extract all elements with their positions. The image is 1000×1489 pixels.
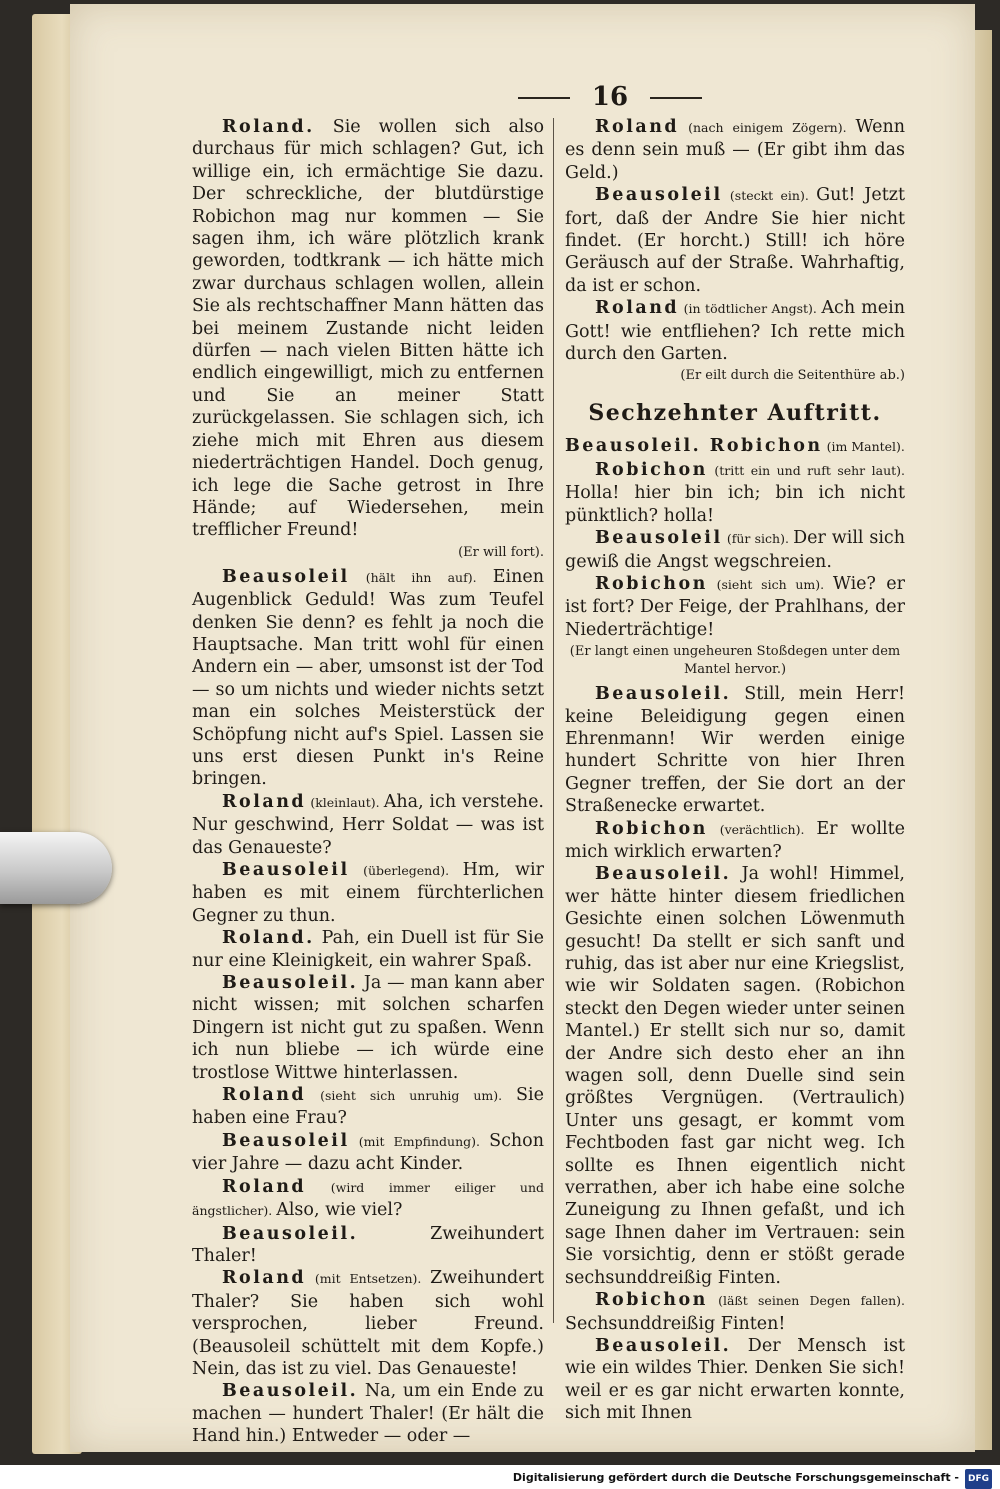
dialogue-text: Ach mein Gott! wie entfliehen? Ich rette mich durch den Garten. xyxy=(565,298,905,365)
dialogue-line xyxy=(192,116,544,542)
scene-cast xyxy=(565,435,905,458)
dialogue-line xyxy=(192,1176,544,1223)
dialogue-text: Er wollte mich wirklich erwarten? xyxy=(565,818,905,862)
dialogue-line xyxy=(565,683,905,817)
speaker-name: Beausoleil. xyxy=(222,1223,359,1244)
footer-credit xyxy=(0,1468,1000,1489)
dialogue-line xyxy=(192,1223,544,1268)
stage-note: (sieht sich unruhig um). xyxy=(306,1088,517,1104)
speaker-name: Roland xyxy=(222,1176,307,1197)
speaker-name: Roland xyxy=(222,791,307,812)
speaker-name: Beausoleil. xyxy=(222,973,359,994)
dialogue-text: Der Mensch ist wie ein wildes Thier. Denken Sie sich! weil er es gar nicht erwarten konnte, sich mit Ihnen xyxy=(565,1335,905,1424)
dialogue-text: Na, um ein Ende zu machen — hundert Thaler! (Er hält die Hand hin.) Entweder — oder — xyxy=(192,1381,544,1447)
stage-note: (verächtlich). xyxy=(707,821,817,837)
stage-note: (für sich). xyxy=(722,531,794,547)
exit-direction: (Er eilt durch die Seitenthüre ab.) xyxy=(680,368,905,384)
dialogue-line xyxy=(192,791,544,859)
dialogue-text: Sechsunddreißig Finten! xyxy=(565,1313,786,1334)
speaker-name: Beausoleil xyxy=(222,566,350,587)
dfg-logo-icon: DFG xyxy=(965,1469,992,1489)
dialogue-line xyxy=(192,1267,544,1380)
column-divider xyxy=(553,118,554,1323)
speaker-name: Beausoleil xyxy=(222,860,350,880)
dialogue-line xyxy=(565,818,905,864)
header-rule-right xyxy=(650,97,702,99)
dialogue-line xyxy=(192,927,544,972)
left-column xyxy=(192,116,544,1448)
dialogue-line xyxy=(565,527,905,573)
dialogue-line xyxy=(565,184,905,297)
dialogue-text: Hm, wir haben es mit einem fürchterlichen Gegner zu thun. xyxy=(192,860,544,926)
dialogue-text: Gut! Jetzt fort, daß der Andre Sie hier nicht findet. (Er horcht.) Still! ich höre Geräusch auf der Straße. Wahrhaftig, da ist er schon. xyxy=(565,185,905,296)
stage-note: (in tödtlicher Angst). xyxy=(679,301,822,317)
dialogue-line xyxy=(192,1084,544,1130)
dialogue-text: Zweihundert Thaler! xyxy=(192,1223,544,1266)
stage-note: (kleinlaut). xyxy=(306,794,384,810)
dialogue-line xyxy=(192,859,544,927)
stage-note: (überlegend). xyxy=(349,863,463,878)
speaker-name: Roland xyxy=(222,1268,307,1289)
speaker-name: Roland xyxy=(222,1085,307,1106)
right-column xyxy=(565,116,905,1425)
footer-text: Digitalisierung gefördert durch die Deutsche Forschungsgemeinschaft - xyxy=(512,1471,959,1484)
dialogue-text: Ja wohl! Himmel, wer hätte hinter diesem friedlichen Gesichte einen solchen Löwenmuth gesucht! Da stellt er sich sanft und ruhig, das ist aber nur eine Kriegslist, wie wir Soldaten sagen. (Robichon steckt den Degen wieder unter seinen Mantel.) Er stellt sich nur so, damit der Andre sich desto eher an ihn wagen soll, denn Duelle sind sein größtes Vergnügen. (Vertraulich) Unter uns gesagt, er kommt vom Fechtboden fast gar nicht weg. Ich sollte es Ihnen eigentlich nicht verrathen, aber ich habe eine solche Zuneigung zu Ihnen gefaßt, und ich sage Ihnen daher im Vertrauen: sein Sie vorsichtig, denn er stößt gerade sechsunddreißig Finten. xyxy=(565,864,905,1288)
page-header xyxy=(470,82,750,112)
dialogue-line xyxy=(565,297,905,365)
dialogue-text: Sie haben eine Frau? xyxy=(192,1085,544,1129)
header-rule-left xyxy=(518,97,570,99)
stage-note: (tritt ein und ruft sehr laut). xyxy=(707,462,905,478)
speaker-name: Roland xyxy=(595,117,680,137)
speaker-name: Beausoleil. xyxy=(595,684,732,705)
speaker-name: Beausoleil xyxy=(595,185,723,206)
dialogue-line xyxy=(565,1335,905,1425)
stage-note: (steckt ein). xyxy=(722,188,817,204)
stage-direction: (Er langt einen ungeheuren Stoßdegen unter dem Mantel hervor.) xyxy=(569,644,901,678)
speaker-name: Beausoleil xyxy=(595,528,723,549)
dialogue-text: Pah, ein Duell ist für Sie nur eine Kleinigkeit, ein wahrer Spaß. xyxy=(192,928,544,971)
dialogue-text: Holla! hier bin ich; bin ich nicht pünktlich? holla! xyxy=(565,483,905,526)
stage-note: (mit Entsetzen). xyxy=(306,1271,431,1287)
stage-note: (wird immer eiliger und ängstlicher). xyxy=(192,1179,544,1219)
speaker-name: Beausoleil. xyxy=(595,1335,732,1356)
page-number: 16 xyxy=(591,82,629,112)
dialogue-text: Aha, ich verstehe. Nur geschwind, Herr Soldat — was ist das Genaueste? xyxy=(192,791,544,858)
dialogue-text: Also, wie viel? xyxy=(276,1200,403,1221)
stage-note: (mit Empfindung). xyxy=(349,1133,490,1149)
stage-note: (läßt seinen Degen fallen). xyxy=(707,1293,905,1309)
dialogue-text: Ja — man kann aber nicht wissen; mit solchen scharfen Dingern ist nicht gut zu spaßen. Wenn ich nun bliebe — ich würde eine trostlose Wittwe hinterlassen. xyxy=(192,973,544,1083)
stage-direction: (Er will fort). xyxy=(458,544,544,560)
stage-note: (hält ihn auf). xyxy=(349,569,493,585)
dialogue-line xyxy=(565,863,905,1289)
cast-note: (im Mantel). xyxy=(822,439,905,455)
dialogue-line xyxy=(565,116,905,184)
dialogue-line xyxy=(192,1130,544,1176)
speaker-name: Beausoleil xyxy=(222,1130,350,1151)
speaker-name: Robichon xyxy=(595,459,708,480)
cast-names: Beausoleil. Robichon xyxy=(565,436,823,457)
dialogue-text: Zweihundert Thaler? Sie haben sich wohl versprochen, lieber Freund. (Beausoleil schüttelt mit dem Kopfe.) Nein, das ist zu viel. Das Genaueste! xyxy=(192,1268,544,1379)
dialogue-text: Einen Augenblick Geduld! Was zum Teufel denken Sie denn? es fehlt ja noch die Hauptsache. Man tritt wohl für einen Andern ein — aber, umsonst ist der Tod — so um nichts und wieder nichts setzt man ein solches Meisterstück der Schöpfung nicht auf's Spiel. Lassen sie uns erst diesen Punkt in's Reine bringen. xyxy=(192,566,544,790)
dialogue-line xyxy=(192,972,544,1084)
dialogue-text: Sie wollen sich also durchaus für mich schlagen? Gut, ich willige ein, ich ermächtige Sie dazu. Der schreckliche, der blutdürstige Robichon mag nur kommen — Sie sagen ihm, ich wäre plötzlich krank geworden, todtkrank — ich hätte mich zwar durchaus schlagen wollen, allein Sie als rechtschaffner Mann hätten das bei meinem Zustande nicht leiden dürfen — nach vielen Bitten hätte ich endlich eingewilligt, mich zu entfernen und Sie an meiner Statt zurückgelassen. Sie schlagen sich, ich ziehe mich mit Ehren aus diesem niederträchtigen Handel. Doch genug, ich lege die Sache getrost in Ihre Hände; auf Wiedersehen, mein trefflicher Freund! xyxy=(192,117,544,541)
dialogue-text: Wenn es denn sein muß — (Er gibt ihm das Geld.) xyxy=(565,117,905,183)
dialogue-text: Schon vier Jahre — dazu acht Kinder. xyxy=(192,1130,544,1175)
stage-note: (sieht sich um). xyxy=(707,576,833,592)
dialogue-text: Wie? er ist fort? Der Feige, der Prahlhans, der Niederträchtige! xyxy=(565,573,905,640)
dialogue-line xyxy=(565,1289,905,1335)
dialogue-line xyxy=(192,1380,544,1447)
page-clip-icon xyxy=(0,832,112,904)
dialogue-line xyxy=(565,459,905,527)
speaker-name: Beausoleil. xyxy=(595,864,732,885)
speaker-name: Roland. xyxy=(222,928,315,949)
dialogue-line xyxy=(565,573,905,641)
dialogue-line xyxy=(192,566,544,791)
stage-note: (nach einigem Zögern). xyxy=(679,120,856,135)
speaker-name: Robichon xyxy=(595,1290,708,1311)
scene-title: Sechzehnter Auftritt. xyxy=(588,400,882,427)
dialogue-text: Still, mein Herr! keine Beleidigung gegen einen Ehrenmann! Wir werden einige hundert Schritte von hier Ihren Gegner treffen, der Sie dort an der Straßenecke erwartet. xyxy=(565,684,905,817)
speaker-name: Roland. xyxy=(222,117,315,137)
speaker-name: Robichon xyxy=(595,818,708,839)
speaker-name: Robichon xyxy=(595,573,708,594)
speaker-name: Beausoleil. xyxy=(222,1381,359,1402)
speaker-name: Roland xyxy=(595,298,680,319)
dialogue-text: Der will sich gewiß die Angst wegschreien. xyxy=(565,528,905,572)
